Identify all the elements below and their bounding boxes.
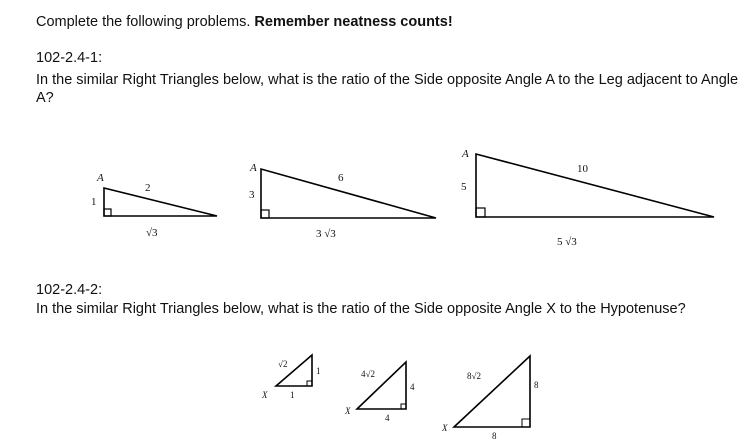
hypotenuse-label: 2 — [145, 182, 151, 194]
hypotenuse-label: √2 — [278, 359, 288, 369]
hypotenuse-label: 6 — [338, 172, 344, 184]
p2-triangle-3 — [441, 356, 539, 441]
instructions-emphasis: Remember neatness counts! — [254, 14, 453, 30]
leg-vertical-label: 8 — [534, 380, 539, 390]
triangle-shape — [104, 188, 217, 216]
leg-vertical-label: 1 — [316, 366, 321, 376]
leg-horizontal-label: 5 √3 — [557, 236, 577, 248]
triangle-shape — [476, 154, 714, 217]
p1-triangle-3 — [461, 148, 714, 248]
right-angle-marker — [476, 208, 485, 217]
angle-label: X — [345, 406, 351, 416]
triangle-shape — [261, 169, 436, 218]
problem1-id: 102-2.4-1: — [36, 50, 103, 66]
instructions-lead: Complete the following problems. — [36, 14, 251, 30]
p1-triangle-2 — [249, 162, 436, 240]
leg-vertical-label: 5 — [461, 181, 467, 193]
angle-label: X — [262, 390, 268, 400]
p2-triangle-1 — [261, 355, 321, 400]
leg-horizontal-label: 1 — [290, 390, 295, 400]
angle-label: A — [250, 162, 257, 174]
leg-horizontal-label: 3 √3 — [316, 228, 336, 240]
angle-label: A — [97, 172, 104, 184]
p2-triangle-2 — [344, 362, 415, 423]
leg-vertical-label: 3 — [249, 189, 255, 201]
right-angle-marker — [104, 209, 111, 216]
hypotenuse-label: 4√2 — [361, 369, 375, 379]
p1-triangle-1 — [91, 172, 217, 239]
triangle-shape — [454, 356, 530, 427]
problem2-question: In the similar Right Triangles below, what is the ratio of the Side opposite Angle X to the Hypotenuse? — [36, 301, 686, 317]
leg-horizontal-label: 4 — [385, 413, 390, 423]
angle-label: A — [462, 148, 469, 160]
leg-vertical-label: 4 — [410, 382, 415, 392]
leg-horizontal-label: 8 — [492, 431, 497, 441]
leg-vertical-label: 1 — [91, 196, 97, 208]
right-angle-marker — [261, 210, 269, 218]
angle-label: X — [442, 423, 448, 433]
right-angle-marker — [522, 419, 530, 427]
hypotenuse-label: 8√2 — [467, 371, 481, 381]
problem2-id: 102-2.4-2: — [36, 282, 103, 298]
hypotenuse-label: 10 — [577, 163, 588, 175]
leg-horizontal-label: √3 — [146, 227, 158, 239]
problem1-question: In the similar Right Triangles below, what is the ratio of the Side opposite Angle A to the Leg adjacent to Angle A? — [36, 72, 739, 106]
